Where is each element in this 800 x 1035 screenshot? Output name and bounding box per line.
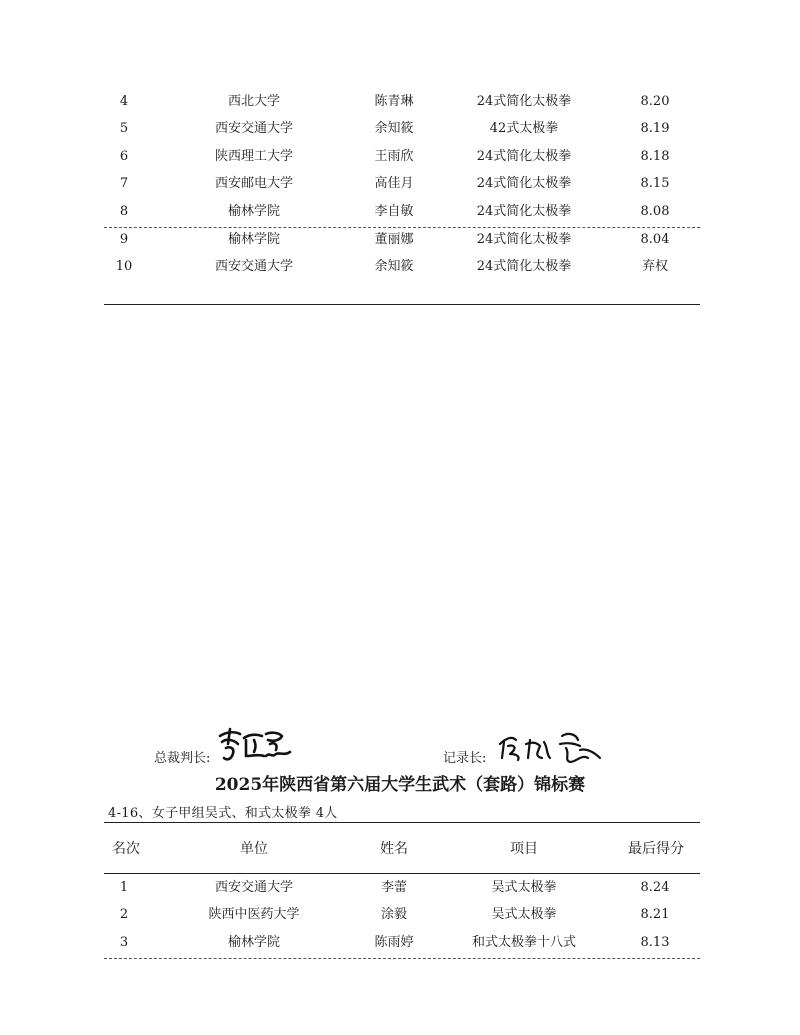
header-unit: 单位 [240,841,268,857]
name-cell: 王雨欣 [374,149,414,164]
table-header-row [104,837,700,861]
header-rank: 名次 [112,841,140,857]
table-row [104,255,700,279]
table-row [104,931,700,955]
unit-cell: 西安邮电大学 [214,176,293,191]
item-cell: 24式简化太极拳 [476,94,572,109]
unit-cell: 西安交通大学 [214,880,293,895]
score-cell: 8.19 [640,121,670,136]
header-item: 项目 [510,841,538,857]
recorder-label: 记录长: [443,751,487,766]
unit-cell: 榆林学院 [227,232,280,247]
score-cell: 8.08 [640,204,670,219]
unit-cell: 榆林学院 [227,935,280,950]
score-cell: 8.21 [640,907,670,922]
name-cell: 余知筱 [374,259,414,274]
item-cell: 吴式太极拳 [491,907,557,922]
score-cell: 8.24 [640,880,670,895]
item-cell: 24式简化太极拳 [476,176,572,191]
item-cell: 24式简化太极拳 [476,232,572,247]
table-row [104,90,700,114]
name-cell: 董丽娜 [374,232,414,247]
event-caption: 4-16、女子甲组吴式、和式太极拳 4人 [108,806,338,821]
rank-cell: 4 [119,94,129,109]
header-score: 最后得分 [628,841,684,857]
rank-cell: 1 [119,880,129,895]
unit-cell: 榆林学院 [227,204,280,219]
rank-cell: 9 [119,232,129,247]
table-bottom-rule [104,304,700,305]
name-cell: 涂毅 [380,907,407,922]
table-row [104,117,700,141]
rank-cell: 7 [119,176,129,191]
score-cell: 8.18 [640,149,670,164]
table-row [104,200,700,224]
rank-cell: 10 [115,259,133,274]
score-cell: 8.20 [640,94,670,109]
table-top-rule [104,822,700,823]
unit-cell: 西安交通大学 [214,259,293,274]
rank-cell: 8 [119,204,129,219]
competition-title: 2025年陕西省第六届大学生武术（套路）锦标赛 [214,775,586,795]
table-row [104,876,700,900]
table-row [104,145,700,169]
table-row [104,903,700,927]
name-cell: 高佳月 [374,176,414,191]
unit-cell: 西北大学 [227,94,280,109]
item-cell: 42式太极拳 [489,121,559,136]
header-name: 姓名 [380,841,408,857]
name-cell: 余知筱 [374,121,414,136]
score-cell: 8.04 [640,232,670,247]
name-cell: 李自敏 [374,204,414,219]
item-cell: 24式简化太极拳 [476,259,572,274]
item-cell: 24式简化太极拳 [476,149,572,164]
table-row [104,228,700,252]
name-cell: 陈雨婷 [374,935,414,950]
name-cell: 李蕾 [380,880,407,895]
recorder-signature [496,728,606,766]
item-cell: 和式太极拳十八式 [471,935,576,950]
header-bottom-rule [104,873,700,874]
chief-judge-signature [216,726,296,766]
item-cell: 24式简化太极拳 [476,204,572,219]
name-cell: 陈青琳 [374,94,414,109]
score-cell: 弃权 [641,259,668,274]
item-cell: 吴式太极拳 [491,880,557,895]
rank-cell: 2 [119,907,129,922]
unit-cell: 陕西理工大学 [214,149,293,164]
unit-cell: 陕西中医药大学 [208,907,300,922]
table-row [104,172,700,196]
rank-cell: 3 [119,935,129,950]
qualifier-divider [104,958,700,959]
rank-cell: 5 [119,121,129,136]
rank-cell: 6 [119,149,129,164]
unit-cell: 西安交通大学 [214,121,293,136]
score-cell: 8.13 [640,935,670,950]
chief-judge-label: 总裁判长: [154,751,211,766]
score-cell: 8.15 [640,176,670,191]
